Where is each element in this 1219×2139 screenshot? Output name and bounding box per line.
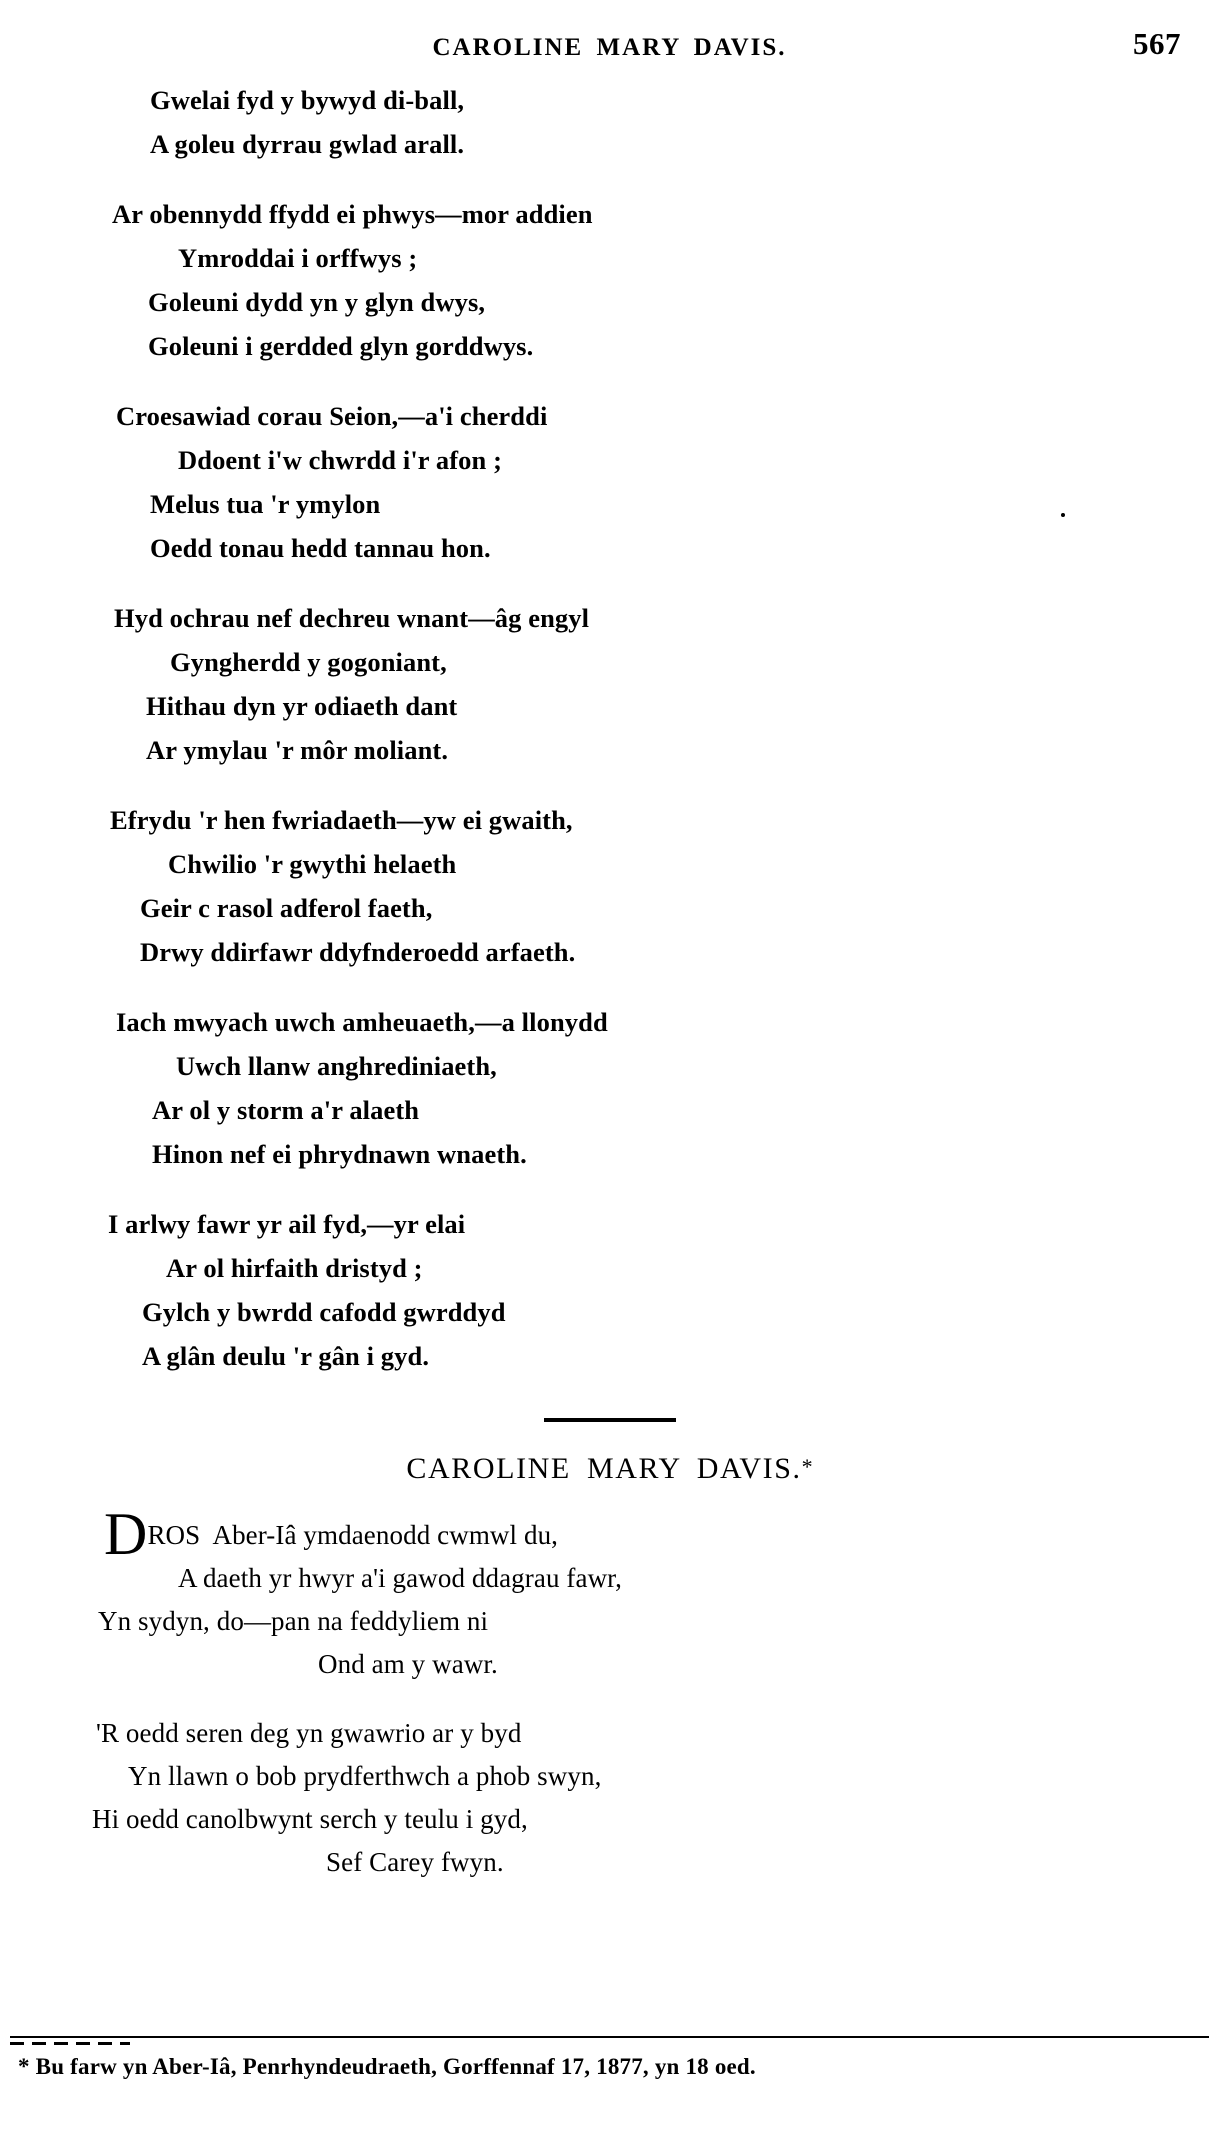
verse-line: Yn sydyn, do—pan na feddyliem ni [98,1606,489,1636]
verse-line: Goleuni dydd yn y glyn dwys, [148,287,486,317]
footnote [18,2054,756,2080]
verse-line: Hithau dyn yr odiaeth dant [146,691,458,721]
verse-line: Iach mwyach uwch amheuaeth,—a llonydd [116,1007,608,1037]
section-divider [544,1418,676,1422]
verse-line: Hi oedd canolbwynt serch y teulu i gyd, [92,1804,528,1834]
verse-line: Goleuni i gerdded glyn gorddwys. [148,331,534,361]
stanza [0,1712,1219,1884]
verse-line: Ond am y wawr. [318,1649,498,1679]
verse-line: Gwelai fyd y bywyd di-ball, [150,85,465,115]
stanza [0,596,1219,772]
page-number: 567 [1133,26,1181,61]
footnote-divider-dashes [10,2042,130,2045]
verse-line: Gyngherdd y gogoniant, [170,647,447,677]
verse-line: A goleu dyrrau gwlad arall. [150,129,465,159]
poem-second [0,1501,1219,1884]
verse-line: Chwilio 'r gwythi helaeth [168,849,457,879]
verse-line: I arlwy fawr yr ail fyd,—yr elai [108,1209,466,1239]
verse-line: Hyd ochrau nef dechreu wnant—âg engyl [114,603,590,633]
verse-line: Ymroddai i orffwys ; [178,243,418,273]
stanza [0,1202,1219,1378]
stanza [0,1501,1219,1686]
verse-line: Melus tua 'r ymylon [150,489,381,519]
verse-line: Efrydu 'r hen fwriadaeth—yw ei gwaith, [110,805,573,835]
verse-line: Drwy ddirfawr ddyfnderoedd arfaeth. [140,937,576,967]
verse-line [0,1501,1219,1567]
verse-line: A glân deulu 'r gân i gyd. [142,1341,430,1371]
verse-line: Ar ymylau 'r môr moliant. [146,735,449,765]
verse-line: Sef Carey fwyn. [326,1847,504,1877]
running-head-title: CAROLINE MARY DAVIS. [432,34,787,61]
verse-line: Hinon nef ei phrydnawn wnaeth. [152,1139,527,1169]
verse-line: Ar obennydd ffydd ei phwys—mor addien [112,199,593,229]
poem-first [0,78,1219,1378]
page-speck [1061,513,1065,517]
verse-line: 'R oedd seren deg yn gwawrio ar y byd [96,1718,522,1748]
verse-line-text: ROS Aber-Iâ ymdaenodd cwmwl du, [147,1520,559,1550]
poem-title [0,1452,1219,1486]
verse-line: Ar ol y storm a'r alaeth [152,1095,420,1125]
verse-line: Oedd tonau hedd tannau hon. [150,533,491,563]
stanza [0,394,1219,570]
footnote-marker-icon: * [801,1454,813,1479]
verse-line: Ar ol hirfaith dristyd ; [166,1253,423,1283]
stanza [0,192,1219,368]
verse-line: Uwch llanw anghrediniaeth, [176,1051,497,1081]
running-head [0,0,1219,78]
verse-line: A daeth yr hwyr a'i gawod ddagrau fawr, [178,1563,623,1593]
verse-line: Ddoent i'w chwrdd i'r afon ; [178,445,503,475]
stanza [0,798,1219,974]
stanza [0,1000,1219,1176]
stanza [0,78,1219,166]
verse-line: Geir c rasol adferol faeth, [140,893,433,923]
drop-cap: D [104,1501,148,1567]
footnote-text: Bu farw yn Aber-Iâ, Penrhyndeudraeth, Gorffennaf 17, 1877, yn 18 oed. [35,2054,756,2079]
footnote-marker: * [18,2054,30,2079]
verse-line: Croesawiad corau Seion,—a'i cherddi [116,401,548,431]
verse-line: Yn llawn o bob prydferthwch a phob swyn, [128,1761,602,1791]
verse-line: Gylch y bwrdd cafodd gwrddyd [142,1297,506,1327]
footnote-divider [10,2036,1209,2038]
poem-title-text: CAROLINE MARY DAVIS. [406,1452,802,1485]
